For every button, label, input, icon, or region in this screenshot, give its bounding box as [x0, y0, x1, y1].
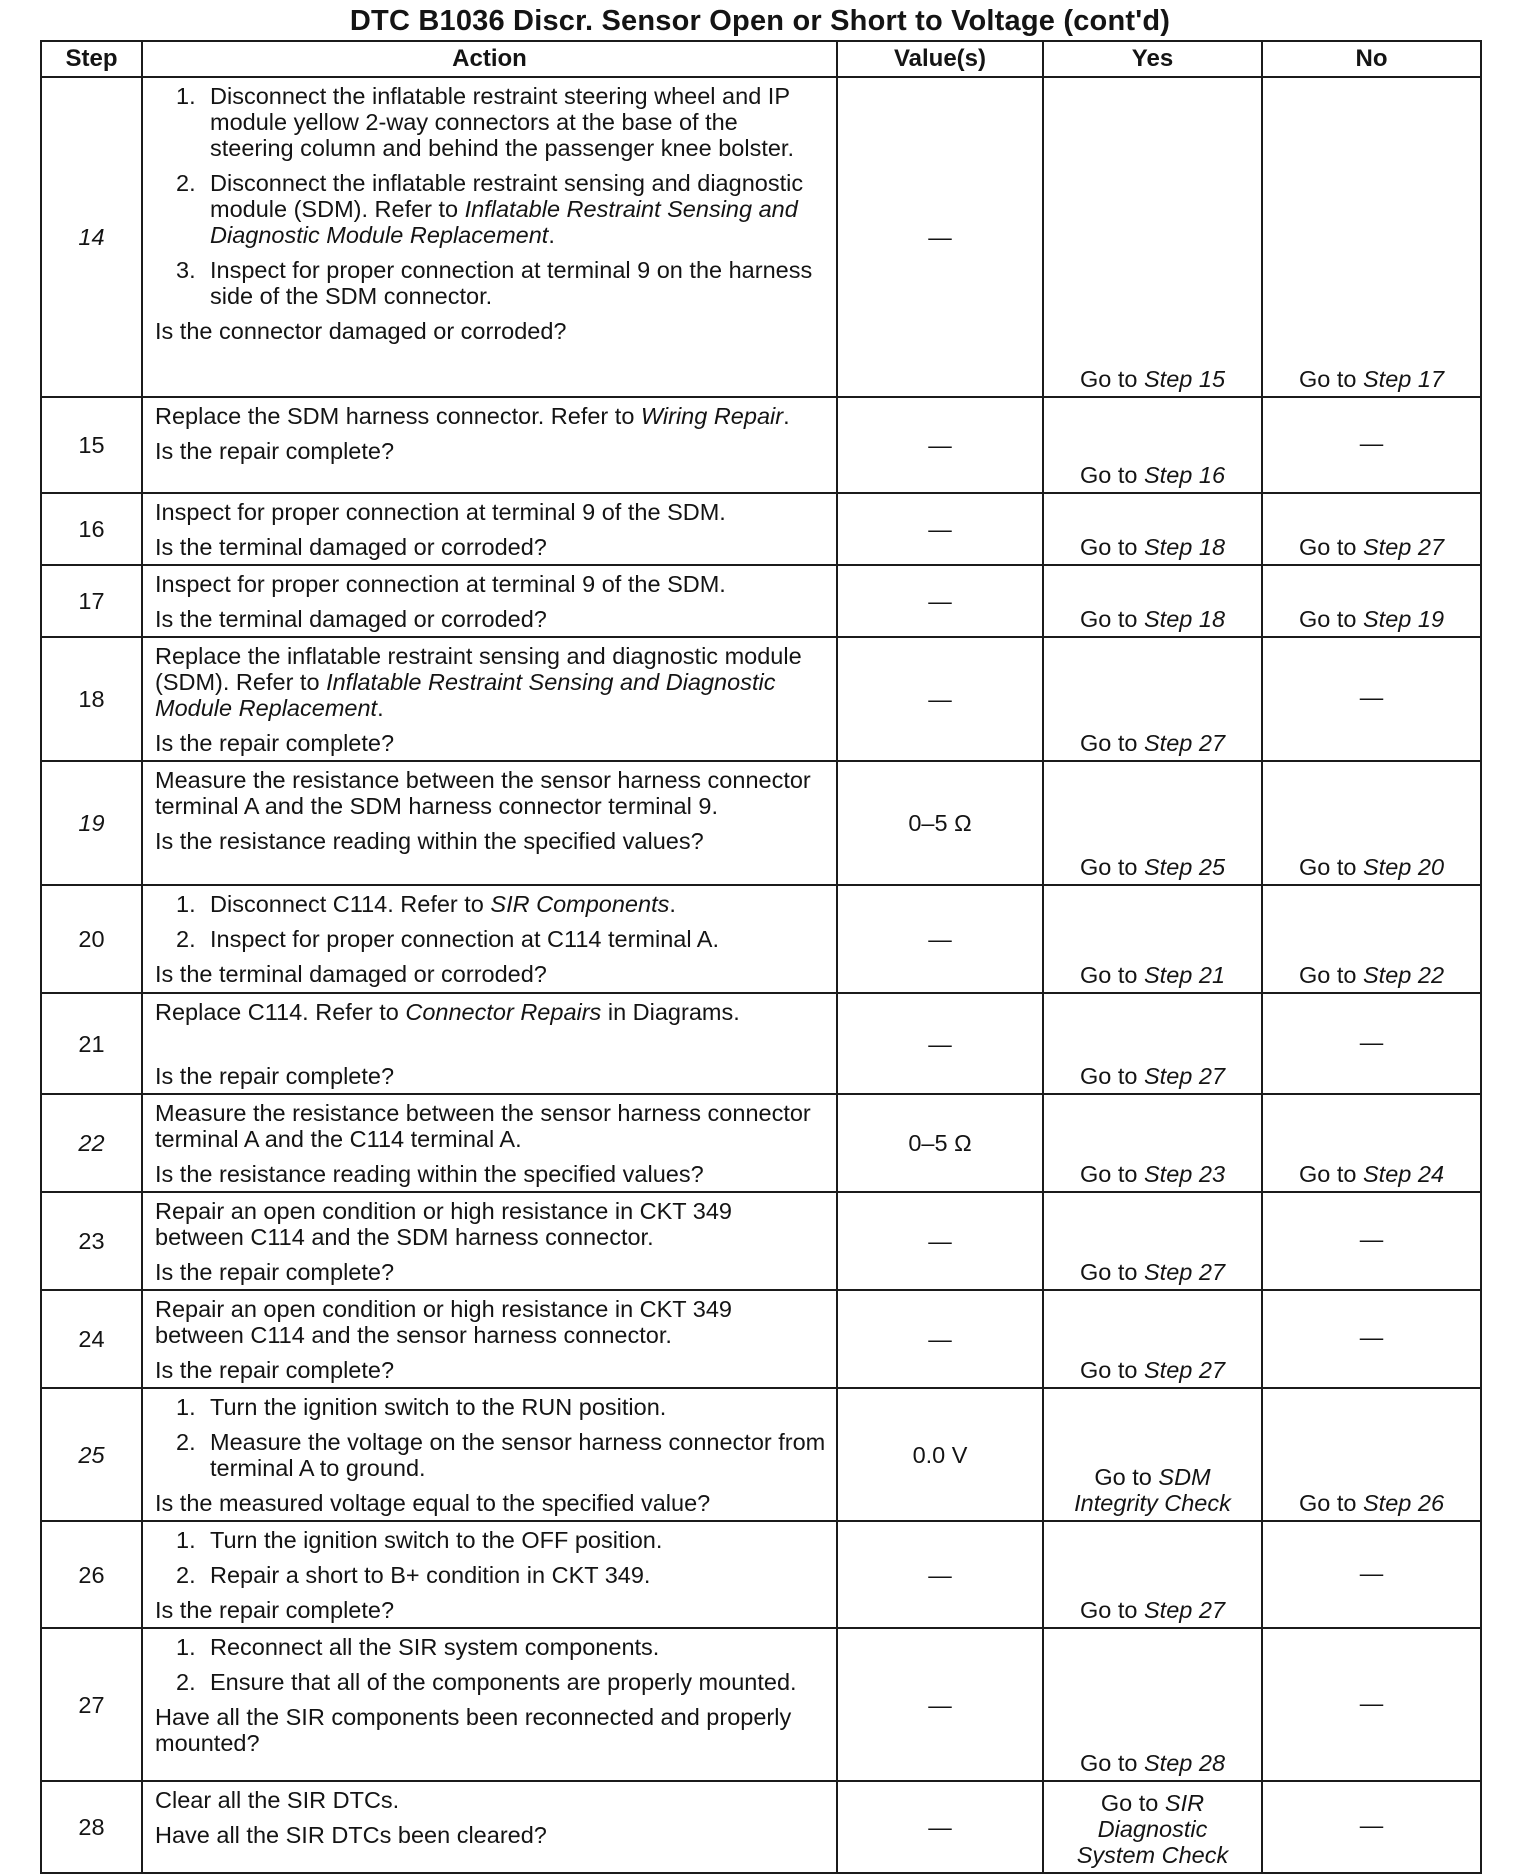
go-to-step-link — [1044, 1790, 1261, 1816]
go-to-step-link — [1263, 534, 1480, 560]
no-cell: — — [1262, 1290, 1481, 1388]
list-item-number: 2. — [176, 1562, 196, 1588]
text-run: Replace C114. Refer to — [155, 999, 406, 1025]
action-cell — [142, 1781, 837, 1873]
yes-cell — [1043, 1290, 1262, 1388]
list-item-number: 3. — [176, 257, 196, 283]
header-step: Step — [41, 41, 142, 77]
value-cell: — — [837, 77, 1043, 397]
no-cell — [1262, 565, 1481, 637]
action-text — [155, 961, 826, 987]
text-run: Disconnect the inflatable restraint sensing and diagnostic module (SDM). Refer to — [210, 170, 804, 222]
text-run: . — [669, 891, 676, 917]
text-run: . — [548, 222, 555, 248]
text-run: Is the repair complete? — [155, 730, 395, 756]
reference-text: Diagnostic — [1097, 1816, 1208, 1842]
text-run: Go to — [1079, 1161, 1144, 1187]
yes-cell — [1043, 397, 1262, 493]
diagnostic-table — [40, 40, 1482, 1874]
action-cell — [142, 1388, 837, 1521]
header-values: Value(s) — [837, 41, 1043, 77]
no-cell: — — [1262, 397, 1481, 493]
step-number: 25 — [41, 1388, 142, 1521]
text-run: Repair an open condition or high resistance in CKT 349 between C114 and the SDM harness connector. — [155, 1198, 732, 1250]
go-to-step-link — [1044, 462, 1261, 488]
text-run: Is the resistance reading within the specified values? — [155, 828, 704, 854]
action-cell — [142, 1192, 837, 1290]
table-header-row — [41, 41, 1481, 77]
action-cell — [142, 1290, 837, 1388]
list-item-number: 1. — [176, 1527, 196, 1553]
text-run: Is the repair complete? — [155, 1063, 395, 1089]
text-run: Go to — [1079, 1750, 1144, 1776]
action-text — [155, 1490, 826, 1516]
go-to-step-link — [1044, 1063, 1261, 1089]
yes-cell — [1043, 77, 1262, 397]
text-run: Disconnect C114. Refer to — [210, 891, 491, 917]
reference-text: Step 23 — [1144, 1161, 1226, 1187]
reference-text: Step 15 — [1144, 366, 1226, 392]
value-cell: 0–5 Ω — [837, 761, 1043, 885]
reference-text: Step 18 — [1144, 534, 1226, 560]
action-text — [155, 403, 826, 429]
header-yes: Yes — [1043, 41, 1262, 77]
value-cell: — — [837, 1290, 1043, 1388]
text-run: Go to — [1079, 1357, 1144, 1383]
yes-cell — [1043, 493, 1262, 565]
text-run: . — [783, 403, 790, 429]
action-text — [155, 730, 826, 756]
go-to-step-link — [1044, 534, 1261, 560]
value-cell: — — [837, 1192, 1043, 1290]
reference-text: Step 28 — [1144, 1750, 1226, 1776]
action-cell — [142, 761, 837, 885]
go-to-step-link — [1044, 854, 1261, 880]
no-cell: — — [1262, 993, 1481, 1094]
step-number: 22 — [41, 1094, 142, 1192]
document-title: DTC B1036 Discr. Sensor Open or Short to Voltage (cont'd) — [349, 5, 1171, 37]
text-run: Replace the SDM harness connector. Refer to — [155, 403, 641, 429]
no-cell — [1262, 77, 1481, 397]
text-run: Is the repair complete? — [155, 1597, 395, 1623]
action-list-item — [155, 1634, 826, 1660]
no-cell: — — [1262, 1628, 1481, 1781]
action-list-item — [155, 257, 826, 309]
text-run: Have all the SIR DTCs been cleared? — [155, 1822, 547, 1848]
action-cell — [142, 637, 837, 761]
step-number: 23 — [41, 1192, 142, 1290]
text-run: Measure the resistance between the sensor harness connector terminal A and the C114 terminal A. — [155, 1100, 811, 1152]
list-item-number: 1. — [176, 1634, 196, 1660]
text-run: Go to — [1079, 1259, 1144, 1285]
action-list-item — [155, 1394, 826, 1420]
text-run: Is the terminal damaged or corroded? — [155, 534, 547, 560]
action-cell — [142, 397, 837, 493]
action-cell — [142, 1094, 837, 1192]
text-run: Measure the resistance between the sensor harness connector terminal A and the SDM harness connector terminal 9. — [155, 767, 811, 819]
text-run: Inspect for proper connection at C114 terminal A. — [210, 926, 720, 952]
no-cell — [1262, 761, 1481, 885]
yes-cell — [1043, 885, 1262, 993]
text-run: Go to — [1079, 606, 1144, 632]
text-run: Go to — [1094, 1464, 1159, 1490]
action-text — [155, 318, 826, 344]
reference-text: Step 18 — [1144, 606, 1226, 632]
list-item-number: 1. — [176, 1394, 196, 1420]
text-run: Disconnect the inflatable restraint steering wheel and IP module yellow 2-way connectors at the base of the steering column and behind the passenger knee bolster. — [210, 83, 794, 161]
go-to-step-link — [1044, 730, 1261, 756]
value-cell: — — [837, 1628, 1043, 1781]
reference-text: Wiring Repair — [640, 403, 784, 429]
table-row-step-15 — [41, 397, 1481, 493]
text-run: Go to — [1298, 962, 1363, 988]
text-run: Inspect for proper connection at terminal 9 of the SDM. — [155, 499, 726, 525]
text-run: Go to — [1298, 534, 1363, 560]
step-number: 21 — [41, 993, 142, 1094]
table-row-step-26 — [41, 1521, 1481, 1628]
text-run: Go to — [1079, 1063, 1144, 1089]
action-list-item — [155, 926, 826, 952]
go-to-step-link — [1263, 366, 1480, 392]
go-to-step-link — [1263, 1490, 1480, 1516]
list-item-number: 2. — [176, 1669, 196, 1695]
action-text — [155, 1704, 826, 1756]
text-run: Go to — [1298, 366, 1363, 392]
step-number: 16 — [41, 493, 142, 565]
reference-text: Inflatable Restraint Sensing and Diagnostic Module Replacement — [155, 669, 776, 721]
action-cell — [142, 1521, 837, 1628]
list-item-number: 2. — [176, 1429, 196, 1455]
reference-text: Step 27 — [1144, 1357, 1226, 1383]
text-run: Turn the ignition switch to the RUN position. — [210, 1394, 667, 1420]
text-run: Measure the voltage on the sensor harness connector from terminal A to ground. — [210, 1429, 826, 1481]
no-cell: — — [1262, 1192, 1481, 1290]
action-list-item — [155, 1669, 826, 1695]
text-run: Go to — [1079, 366, 1144, 392]
action-text — [155, 1161, 826, 1187]
reference-text: Connector Repairs — [405, 999, 602, 1025]
no-cell: — — [1262, 1521, 1481, 1628]
go-to-step-link — [1263, 854, 1480, 880]
go-to-step-link — [1044, 1259, 1261, 1285]
text-run: Reconnect all the SIR system components. — [210, 1634, 660, 1660]
yes-cell — [1043, 1192, 1262, 1290]
table-row-step-25 — [41, 1388, 1481, 1521]
header-no: No — [1262, 41, 1481, 77]
text-run: Clear all the SIR DTCs. — [155, 1787, 400, 1813]
value-cell: — — [837, 637, 1043, 761]
action-list-item — [155, 891, 826, 917]
no-cell — [1262, 1094, 1481, 1192]
text-run: Is the terminal damaged or corroded? — [155, 961, 547, 987]
text-run: in Diagrams. — [601, 999, 740, 1025]
list-item-number: 2. — [176, 926, 196, 952]
action-text — [155, 999, 826, 1025]
table-row-step-20 — [41, 885, 1481, 993]
value-cell: — — [837, 565, 1043, 637]
action-text — [155, 1597, 826, 1623]
text-run: Go to — [1298, 854, 1363, 880]
list-item-number: 1. — [176, 891, 196, 917]
reference-text: Step 27 — [1144, 1063, 1226, 1089]
text-run: Go to — [1298, 606, 1363, 632]
text-run: Go to — [1079, 730, 1144, 756]
list-item-number: 1. — [176, 83, 196, 109]
text-run: Go to — [1079, 534, 1144, 560]
text-run: Have all the SIR components been reconnected and properly mounted? — [155, 1704, 792, 1756]
reference-text: Step 17 — [1363, 366, 1445, 392]
yes-cell — [1043, 1521, 1262, 1628]
go-to-step-link — [1044, 962, 1261, 988]
yes-cell — [1043, 1781, 1262, 1873]
table-row-step-28 — [41, 1781, 1481, 1873]
reference-text: Step 27 — [1363, 534, 1445, 560]
go-to-step-link — [1044, 1161, 1261, 1187]
action-cell — [142, 1628, 837, 1781]
step-number: 15 — [41, 397, 142, 493]
no-cell — [1262, 885, 1481, 993]
go-to-step-link — [1044, 1816, 1261, 1842]
value-cell: — — [837, 397, 1043, 493]
text-run: Is the connector damaged or corroded? — [155, 318, 567, 344]
yes-cell — [1043, 637, 1262, 761]
table-row-step-16 — [41, 493, 1481, 565]
step-number: 27 — [41, 1628, 142, 1781]
text-run: Go to — [1298, 1161, 1363, 1187]
reference-text: Inflatable Restraint Sensing and Diagnostic Module Replacement — [210, 196, 798, 248]
table-row-step-23 — [41, 1192, 1481, 1290]
reference-text: SIR — [1164, 1790, 1205, 1816]
action-spacer — [155, 1034, 826, 1054]
action-cell — [142, 77, 837, 397]
go-to-step-link — [1044, 606, 1261, 632]
reference-text: Step 24 — [1363, 1161, 1445, 1187]
text-run: Inspect for proper connection at terminal 9 on the harness side of the SDM connector. — [210, 257, 813, 309]
reference-text: Integrity Check — [1074, 1490, 1231, 1516]
yes-cell — [1043, 1094, 1262, 1192]
action-list-item — [155, 1562, 826, 1588]
action-text — [155, 767, 826, 819]
action-text — [155, 1787, 826, 1813]
yes-cell — [1043, 1388, 1262, 1521]
action-list-item — [155, 83, 826, 161]
yes-cell — [1043, 993, 1262, 1094]
reference-text: Step 19 — [1363, 606, 1445, 632]
reference-text: SIR Components — [490, 891, 670, 917]
action-list-item — [155, 170, 826, 248]
value-cell: — — [837, 1521, 1043, 1628]
table-row-step-14 — [41, 77, 1481, 397]
text-run: Go to — [1100, 1790, 1165, 1816]
header-action: Action — [142, 41, 837, 77]
action-text — [155, 571, 826, 597]
no-cell — [1262, 493, 1481, 565]
table-row-step-27 — [41, 1628, 1481, 1781]
go-to-step-link — [1263, 1161, 1480, 1187]
action-text — [155, 534, 826, 560]
action-text — [155, 828, 826, 854]
step-number: 24 — [41, 1290, 142, 1388]
step-number: 26 — [41, 1521, 142, 1628]
text-run: Is the measured voltage equal to the specified value? — [155, 1490, 711, 1516]
text-run: Is the terminal damaged or corroded? — [155, 606, 547, 632]
value-cell: — — [837, 885, 1043, 993]
action-text — [155, 643, 826, 721]
action-text — [155, 438, 826, 464]
text-run: Go to — [1079, 962, 1144, 988]
action-cell — [142, 993, 837, 1094]
text-run: Is the resistance reading within the specified values? — [155, 1161, 704, 1187]
text-run: Is the repair complete? — [155, 1259, 395, 1285]
action-text — [155, 1063, 826, 1089]
action-cell — [142, 493, 837, 565]
step-number: 17 — [41, 565, 142, 637]
reference-text: Step 25 — [1144, 854, 1226, 880]
reference-text: Step 26 — [1363, 1490, 1445, 1516]
text-run: Go to — [1298, 1490, 1363, 1516]
reference-text: SDM — [1158, 1464, 1211, 1490]
no-cell — [1262, 1388, 1481, 1521]
step-number: 19 — [41, 761, 142, 885]
reference-text: System Check — [1076, 1842, 1229, 1868]
table-row-step-19 — [41, 761, 1481, 885]
go-to-step-link — [1044, 1357, 1261, 1383]
go-to-step-link — [1044, 1842, 1261, 1868]
list-item-number: 2. — [176, 170, 196, 196]
go-to-step-link — [1044, 1490, 1261, 1516]
text-run: Ensure that all of the components are properly mounted. — [210, 1669, 797, 1695]
text-run: Repair a short to B+ condition in CKT 349. — [210, 1562, 651, 1588]
table-body — [41, 77, 1481, 1873]
text-run: Repair an open condition or high resistance in CKT 349 between C114 and the sensor harness connector. — [155, 1296, 732, 1348]
reference-text: Step 27 — [1144, 1597, 1226, 1623]
action-list-item — [155, 1527, 826, 1553]
action-text — [155, 1100, 826, 1152]
go-to-step-link — [1044, 1464, 1261, 1490]
action-text — [155, 1296, 826, 1348]
go-to-step-link — [1044, 366, 1261, 392]
action-text — [155, 1198, 826, 1250]
reference-text: Step 27 — [1144, 1259, 1226, 1285]
text-run: Is the repair complete? — [155, 438, 395, 464]
table-row-step-21 — [41, 993, 1481, 1094]
step-number: 18 — [41, 637, 142, 761]
table-row-step-22 — [41, 1094, 1481, 1192]
go-to-step-link — [1044, 1750, 1261, 1776]
no-cell: — — [1262, 637, 1481, 761]
action-cell — [142, 565, 837, 637]
reference-text: Step 20 — [1363, 854, 1445, 880]
text-run: . — [377, 695, 384, 721]
reference-text: Step 16 — [1144, 462, 1226, 488]
action-text — [155, 1822, 826, 1848]
text-run: Is the repair complete? — [155, 1357, 395, 1383]
reference-text: Step 27 — [1144, 730, 1226, 756]
yes-cell — [1043, 1628, 1262, 1781]
go-to-step-link — [1263, 962, 1480, 988]
text-run: Go to — [1079, 1597, 1144, 1623]
step-number: 20 — [41, 885, 142, 993]
value-cell: — — [837, 993, 1043, 1094]
text-run: Go to — [1079, 854, 1144, 880]
no-cell: — — [1262, 1781, 1481, 1873]
step-number: 28 — [41, 1781, 142, 1873]
text-run: Inspect for proper connection at terminal 9 of the SDM. — [155, 571, 726, 597]
action-text — [155, 1357, 826, 1383]
step-number: 14 — [41, 77, 142, 397]
text-run: Replace the inflatable restraint sensing and diagnostic module (SDM). Refer to — [155, 643, 802, 695]
action-cell — [142, 885, 837, 993]
value-cell: 0–5 Ω — [837, 1094, 1043, 1192]
value-cell: 0.0 V — [837, 1388, 1043, 1521]
table-row-step-18 — [41, 637, 1481, 761]
table-row-step-24 — [41, 1290, 1481, 1388]
yes-cell — [1043, 565, 1262, 637]
text-run: Turn the ignition switch to the OFF position. — [210, 1527, 663, 1553]
go-to-step-link — [1263, 606, 1480, 632]
table-row-step-17 — [41, 565, 1481, 637]
action-text — [155, 1259, 826, 1285]
value-cell: — — [837, 1781, 1043, 1873]
reference-text: Step 21 — [1144, 962, 1226, 988]
action-text — [155, 499, 826, 525]
action-list-item — [155, 1429, 826, 1481]
value-cell: — — [837, 493, 1043, 565]
action-text — [155, 606, 826, 632]
go-to-step-link — [1044, 1597, 1261, 1623]
text-run: Go to — [1079, 462, 1144, 488]
reference-text: Step 22 — [1363, 962, 1445, 988]
yes-cell — [1043, 761, 1262, 885]
